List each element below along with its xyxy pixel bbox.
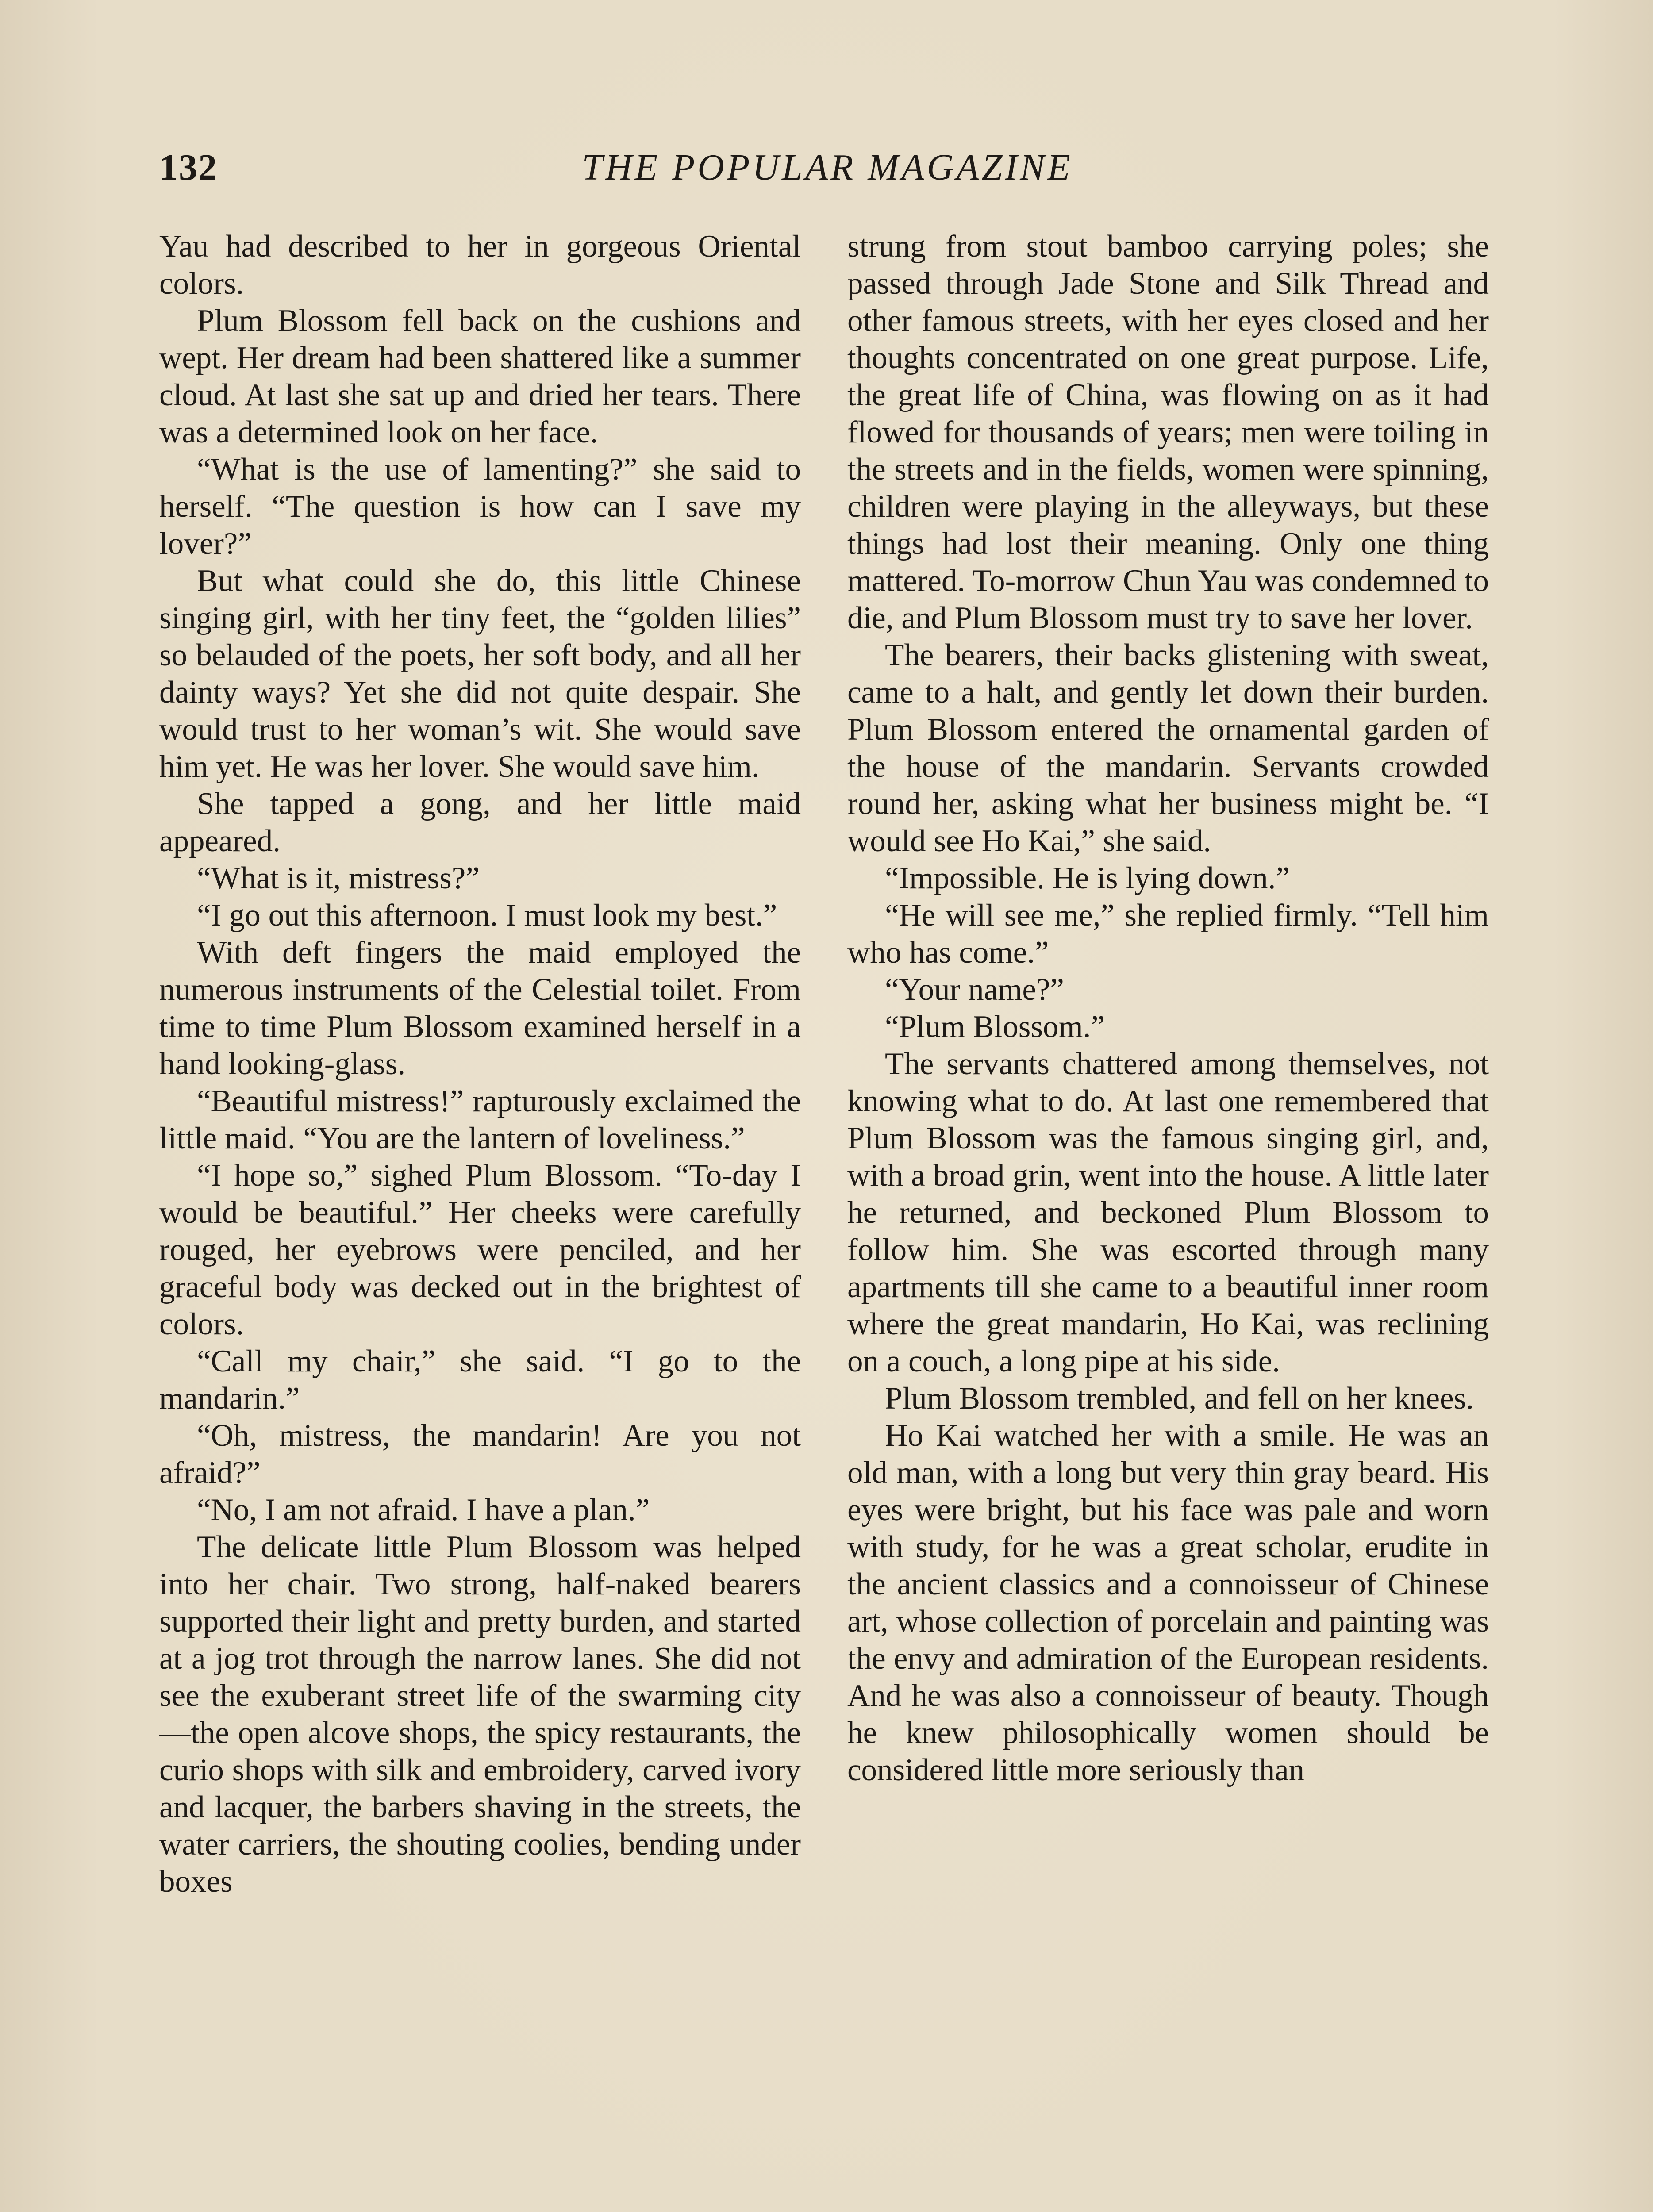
paragraph: “What is it, mistress?” (197, 861, 480, 895)
paragraph: The delicate little Plum Blossom was helped into her chair. Two strong, half-naked bearers supported their light and pretty burden, and started at a jog trot through the narrow lanes. She did not see the exuberant street life of the swarming city—the open alcove shops, the spicy restaurants, the curio shops with silk and embroidery, carved ivory and lacquer, the barbers shaving in the streets, the water carriers, the shouting coolies, bending under boxes (159, 1530, 801, 1899)
paragraph: “No, I am not afraid. I have a plan.” (197, 1493, 650, 1527)
paragraph: “He will see me,” she replied firmly. “Tell him who has come.” (847, 898, 1489, 970)
paragraph: With deft fingers the maid employed the numerous instruments of the Celestial toilet. From time to time Plum Blossom examined herself in a hand looking-glass. (159, 935, 801, 1081)
paragraph: Ho Kai watched her with a smile. He was an old man, with a long but very thin gray beard. His eyes were bright, but his face was pale and worn with study, for he was a great scholar, erudite in the ancient classics and a connoisseur of Chinese art, whose collection of porcelain and painting was the envy and admiration of the European residents. And he was also a connoisseur of beauty. Though he knew philosophically women should be considered little more seriously than (847, 1418, 1489, 1787)
paragraph: strung from stout bamboo carrying poles; she passed through Jade Stone and Silk Thread and other famous streets, with her eyes closed and her thoughts concentrated on one great purpose. Life, the great life of China, was flowing on as it had flowed for thousands of years; men were toiling in the streets and in the fields, women were spinning, children were playing in the alleyways, but these things had lost their meaning. Only one thing mattered. To-morrow Chun Yau was condemned to die, and Plum Blossom must try to save her lover. (847, 229, 1489, 635)
paragraph: “Impossible. He is lying down.” (885, 861, 1290, 895)
magazine-title: THE POPULAR MAGAZINE (582, 147, 1073, 188)
paragraph: “Call my chair,” she said. “I go to the mandarin.” (159, 1344, 801, 1416)
paragraph: The servants chattered among themselves, not knowing what to do. At last one remembered that Plum Blossom was the famous singing girl, and, with a broad grin, went into the house. A little later he returned, and beckoned Plum Blossom to follow him. She was escorted through many apartments till she came to a beautiful inner room where the great mandarin, Ho Kai, was reclining on a couch, a long pipe at his side. (847, 1047, 1489, 1379)
paragraph: “Beautiful mistress!” rapturously exclaimed the little maid. “You are the lantern of loveliness.” (159, 1084, 801, 1156)
paragraph: But what could she do, this little Chinese singing girl, with her tiny feet, the “golden lilies” so belauded of the poets, her soft body, and all her dainty ways? Yet she did not quite despair. She would trust to her woman’s wit. She would save him yet. He was her lover. She would save him. (159, 564, 801, 784)
paragraph: Plum Blossom fell back on the cushions and wept. Her dream had been shattered like a summer cloud. At last she sat up and dried her tears. There was a determined look on her face. (159, 303, 801, 449)
page-header (159, 146, 1495, 212)
left-column (159, 228, 801, 1900)
paragraph: She tapped a gong, and her little maid appeared. (159, 787, 801, 858)
paragraph: The bearers, their backs glistening with sweat, came to a halt, and gently let down their burden. Plum Blossom entered the ornamental garden of the house of the mandarin. Servants crowded round her, asking what her business might be. “I would see Ho Kai,” she said. (847, 638, 1489, 858)
page-number: 132 (159, 147, 218, 188)
paragraph: “What is the use of lamenting?” she said to herself. “The question is how can I save my lover?” (159, 452, 801, 561)
paragraph: Yau had described to her in gorgeous Oriental colors. (159, 229, 801, 301)
paragraph: “Oh, mistress, the mandarin! Are you not afraid?” (159, 1418, 801, 1490)
paragraph: “I go out this afternoon. I must look my best.” (197, 898, 777, 933)
right-column (847, 228, 1489, 1789)
paragraph: Plum Blossom trembled, and fell on her knees. (885, 1381, 1474, 1416)
paragraph: “I hope so,” sighed Plum Blossom. “To-day I would be beautiful.” Her cheeks were carefully rouged, her eyebrows were penciled, and her graceful body was decked out in the brightest of colors. (159, 1158, 801, 1341)
paragraph: “Your name?” (885, 972, 1064, 1007)
paragraph: “Plum Blossom.” (885, 1010, 1105, 1044)
